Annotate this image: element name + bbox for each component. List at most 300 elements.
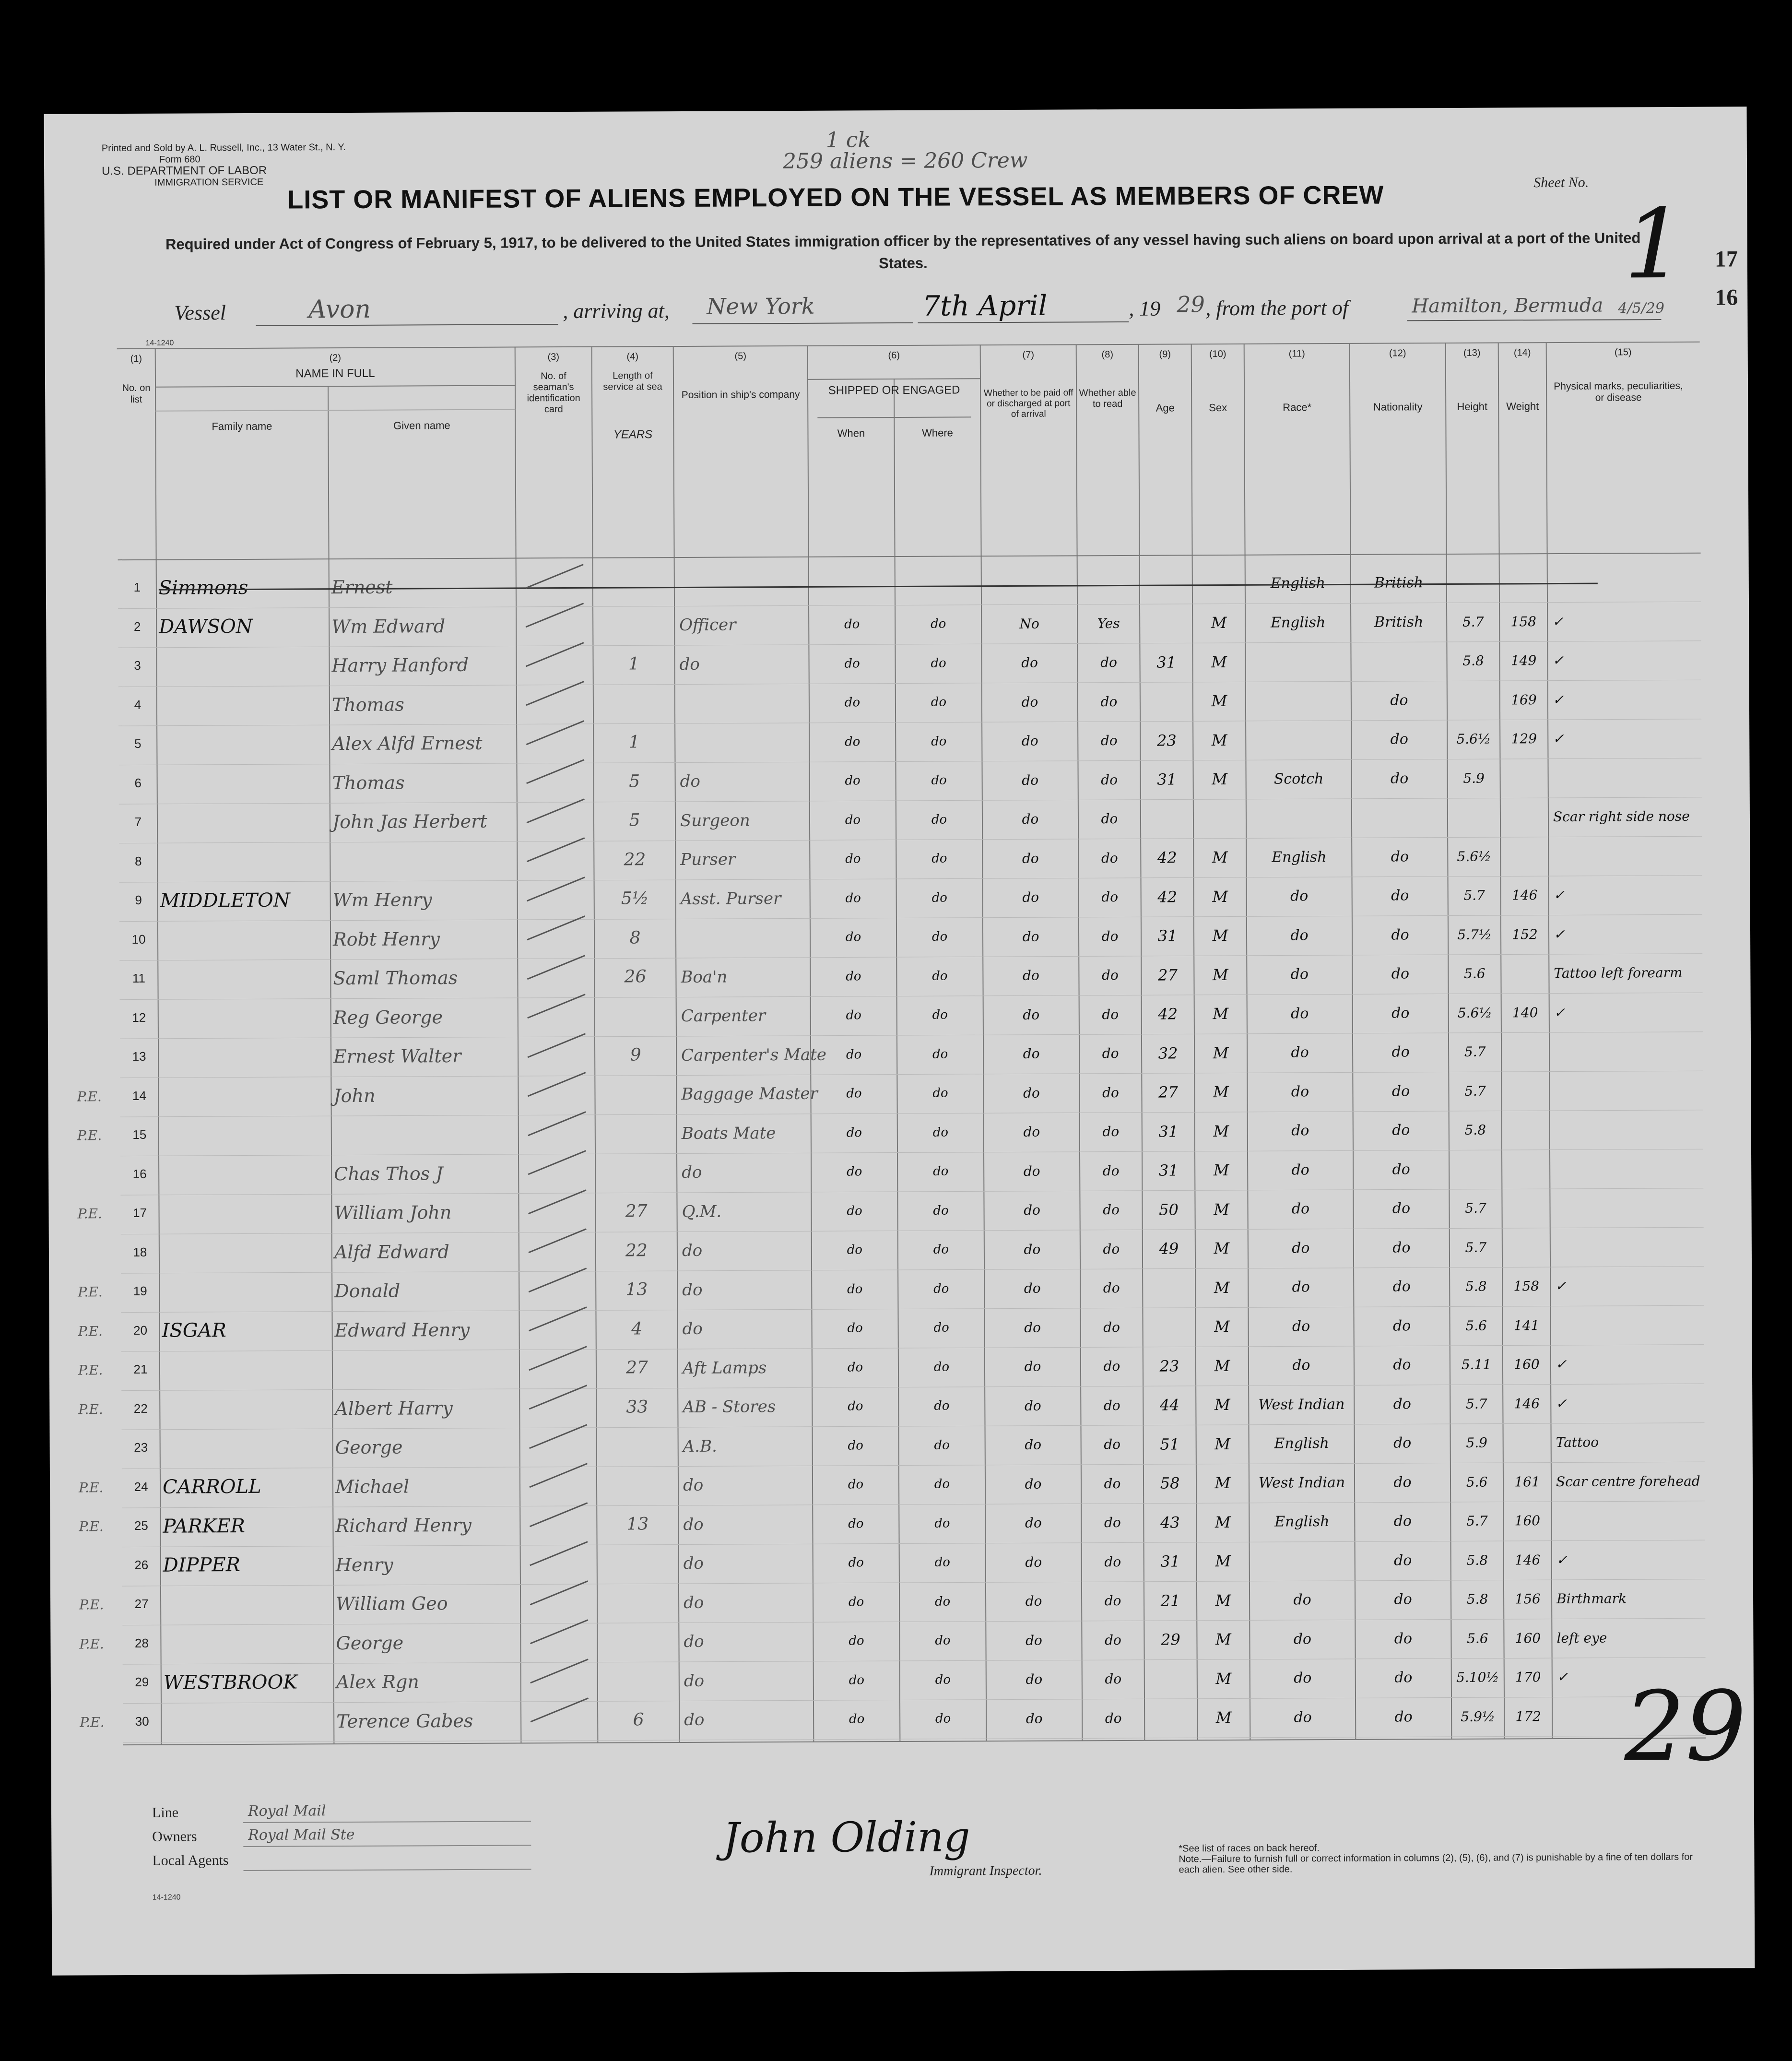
position-cell: Q.M. [682,1202,722,1221]
when-cell: do [845,734,861,749]
weight-cell: 158 [1513,1278,1540,1294]
where-cell: do [933,1203,949,1218]
sex-cell: M [1214,1278,1230,1297]
nationality-cell: do [1391,1004,1410,1022]
height-cell: 5.7 [1464,1083,1486,1099]
family-name-cell: DAWSON [159,616,253,638]
count-note-line-2: 259 aliens = 260 Crew [782,148,1028,174]
id-card-check-mark [526,642,584,667]
race-cell: English [1270,614,1326,631]
id-card-check-mark [530,1502,588,1527]
where-cell: do [932,1007,948,1022]
when-cell: do [845,773,861,788]
when-cell: do [848,1477,864,1492]
id-card-check-mark [525,564,583,589]
position-cell: do [682,1280,703,1300]
header-marks: Physical marks, peculiarities, or disease [1554,380,1683,403]
race-cell: do [1291,1044,1309,1061]
given-name-cell: Robt Henry [332,928,440,950]
paid-off-cell: do [1026,1710,1043,1727]
given-name-cell: John Jas Herbert [332,810,487,833]
weight-cell: 158 [1510,613,1536,630]
marks-cell: ✓ [1556,1552,1568,1568]
read-cell: do [1102,1124,1120,1140]
paid-off-cell: do [1025,1632,1042,1648]
age-cell: 32 [1158,1044,1178,1063]
when-cell: do [848,1594,864,1609]
table-row [49,1266,1752,1313]
col-num: (12) [1389,348,1406,359]
id-card-check-mark [531,1698,589,1723]
read-cell: do [1102,1045,1119,1062]
col-num: (14) [1513,347,1531,358]
race-cell: do [1292,1239,1310,1256]
footnote-races: *See list of races on back hereof. [1179,1843,1320,1854]
nationality-cell: do [1391,926,1409,944]
weight-cell: 141 [1513,1317,1540,1334]
paid-off-cell: do [1023,1045,1040,1062]
footer [123,1796,1707,1946]
where-cell: do [931,656,946,671]
race-cell: do [1291,1122,1309,1139]
header-name-in-full: NAME IN FULL [295,367,375,380]
position-cell: do [684,1671,705,1691]
vessel-label: Vessel [174,301,226,325]
read-cell: Yes [1097,615,1120,631]
where-cell: do [933,1242,949,1257]
where-cell: do [932,969,948,983]
id-card-check-mark [529,1424,587,1449]
age-cell: 27 [1158,1083,1178,1102]
service-name: IMMIGRATION SERVICE [154,177,264,188]
given-name-cell: Wm Edward [331,615,446,637]
position-cell: Boa'n [681,967,728,987]
sex-cell: M [1214,1434,1231,1453]
where-cell: do [931,929,948,944]
sex-cell: M [1211,731,1227,749]
row-number: 5 [134,736,141,751]
where-cell: do [935,1633,951,1648]
header-id-card: No. of seaman's identification card [527,371,580,415]
height-cell: 5.8 [1462,652,1484,669]
nationality-cell: do [1391,1043,1410,1061]
race-cell: do [1293,1591,1311,1609]
sex-cell: M [1213,1043,1229,1062]
paid-off-cell: do [1025,1593,1042,1610]
where-cell: do [932,1086,948,1101]
col-num: (11) [1288,348,1305,359]
table-row [47,914,1750,961]
sheet-number-value: 1 [1624,188,1686,301]
nationality-cell: do [1394,1552,1412,1569]
race-cell: do [1291,1200,1310,1218]
where-cell: do [932,1047,948,1062]
nationality-cell: do [1392,1278,1411,1295]
table-row [50,1462,1753,1508]
table-row [51,1696,1754,1743]
where-cell: do [930,616,946,631]
marks-cell: ✓ [1556,1395,1567,1411]
table-row [48,1031,1751,1078]
table-row [47,680,1749,726]
age-cell: 31 [1157,770,1177,789]
family-name-cell: MIDDLETON [160,889,290,912]
position-cell: Carpenter [681,1006,766,1026]
family-name-cell: CARROLL [162,1476,261,1498]
read-cell: do [1103,1397,1120,1413]
age-cell: 42 [1157,888,1178,906]
nationality-cell: do [1393,1473,1412,1491]
position-cell: do [679,654,700,674]
nationality-cell: do [1393,1395,1412,1413]
departure-port: Hamilton, Bermuda [1412,294,1603,318]
weight-cell: 129 [1511,731,1537,747]
id-card-check-mark [530,1541,588,1566]
service-cell: 9 [630,1045,641,1065]
id-card-check-mark [526,720,584,745]
service-cell: 5 [629,810,640,830]
race-cell: West Indian [1258,1396,1345,1413]
manifest-page [44,107,1755,1975]
id-card-check-mark [528,1033,586,1058]
marks-cell: ✓ [1553,887,1565,903]
given-name-cell: Ernest [331,576,393,598]
read-cell: do [1101,889,1119,905]
printer-line: Printed and Sold by A. L. Russell, Inc., 13 Water St., N. Y. [101,142,346,154]
table-row [50,1618,1753,1665]
nationality-cell: do [1391,887,1409,904]
where-cell: do [931,812,947,827]
weight-cell: 160 [1514,1356,1540,1373]
read-cell: do [1101,928,1119,944]
row-number: 2 [133,619,141,634]
id-card-check-mark [529,1346,587,1371]
paid-off-cell: do [1023,1163,1040,1179]
row-number: 15 [132,1127,147,1142]
race-cell: do [1294,1670,1312,1687]
where-cell: do [933,1360,950,1374]
nationality-cell: do [1391,848,1409,865]
id-card-check-mark [530,1580,588,1605]
header-weight: Weight [1506,400,1539,413]
given-name-cell: Thomas [331,693,404,715]
read-cell: do [1100,693,1118,710]
row-number: 3 [134,658,141,673]
when-cell: do [848,1555,864,1570]
position-cell: do [682,1241,703,1260]
arrival-year: 29 [1177,291,1205,318]
marks-cell: Scar centre forehead [1556,1473,1700,1490]
when-cell: do [848,1516,864,1531]
id-card-check-mark [528,1229,586,1254]
race-cell: English [1274,1513,1330,1530]
nationality-cell: do [1391,965,1410,983]
id-card-check-mark [529,1463,587,1488]
sex-cell: M [1211,614,1227,632]
marks-cell: ✓ [1556,1669,1568,1685]
read-cell: do [1103,1202,1120,1218]
sex-cell: M [1214,1356,1230,1375]
header-where: Where [922,426,953,439]
row-number: 12 [132,1010,146,1025]
table-row [48,1149,1751,1196]
age-cell: 44 [1159,1396,1179,1414]
nationality-cell: do [1392,1200,1411,1217]
table-row [50,1540,1753,1587]
position-cell: Surgeon [680,810,750,830]
weight-cell: 152 [1512,926,1538,943]
paid-off-cell: do [1026,1671,1043,1688]
nationality-cell: British [1374,574,1424,592]
age-cell: 58 [1160,1474,1180,1492]
when-cell: do [846,1164,862,1179]
given-name-cell: Michael [335,1475,410,1497]
table-row [48,1110,1751,1156]
weight-cell: 146 [1511,887,1538,903]
nationality-cell: do [1390,691,1408,709]
table-row [48,993,1751,1039]
margin-note: P.E. [80,1714,105,1730]
table-row [47,953,1750,1000]
race-cell: do [1292,1357,1310,1374]
paid-off-cell: do [1021,733,1038,749]
table-row [49,1227,1752,1274]
row-number: 1 [133,580,141,594]
where-cell: do [933,1320,949,1335]
paid-off-cell: do [1022,772,1039,788]
family-name-cell: PARKER [163,1515,245,1538]
position-cell: Aft Lamps [682,1358,767,1378]
id-card-check-mark [530,1620,588,1645]
race-cell: do [1294,1708,1312,1726]
margin-note: P.E. [78,1401,103,1417]
weight-cell: 149 [1510,652,1537,669]
height-cell: 5.9 [1463,770,1485,786]
inspector-title: Immigrant Inspector. [929,1863,1042,1879]
weight-cell: 146 [1514,1395,1540,1412]
read-cell: do [1105,1710,1122,1726]
read-cell: do [1101,850,1118,866]
service-cell: 1 [628,654,640,674]
paid-off-cell: do [1022,811,1039,828]
height-cell: 5.7 [1463,887,1485,904]
service-cell: 5½ [621,888,649,909]
owners-label: Owners [152,1828,197,1845]
id-card-check-mark [527,916,585,941]
family-name-cell: Simmons [158,576,248,599]
height-cell: 5.6 [1466,1474,1488,1490]
sex-cell: M [1212,770,1228,789]
nationality-cell: do [1394,1630,1413,1647]
sex-cell: M [1211,652,1227,671]
when-cell: do [847,1281,863,1296]
race-cell: English [1274,1435,1329,1452]
col-num: (15) [1614,347,1632,358]
sex-cell: M [1215,1552,1231,1571]
marks-cell: ✓ [1552,652,1564,669]
position-cell: Baggage Master [681,1084,818,1104]
paid-off-cell: do [1024,1319,1041,1336]
when-cell: do [845,812,861,827]
age-cell: 31 [1160,1552,1180,1571]
header-height: Height [1457,400,1488,413]
height-cell: 5.6 [1464,965,1485,982]
read-cell: do [1100,654,1118,671]
header-service: Length of service at sea [603,370,662,392]
line-underline [243,1821,531,1823]
service-cell: 5 [629,771,640,792]
marks-cell: ✓ [1555,1278,1567,1294]
where-cell: do [934,1555,950,1570]
id-card-check-mark [526,759,584,784]
row-number: 10 [131,932,146,947]
nationality-cell: do [1390,731,1408,748]
id-card-check-mark [529,1385,587,1410]
position-cell: do [684,1632,704,1651]
where-cell: do [934,1438,950,1453]
given-name-cell: William John [334,1202,452,1224]
weight-cell: 161 [1514,1473,1540,1490]
when-cell: do [847,1360,863,1374]
race-cell: West Indian [1258,1474,1345,1492]
margin-note: P.E. [78,1323,103,1339]
table-row [51,1657,1754,1704]
where-cell: do [934,1516,950,1531]
from-port-label: , from the port of [1205,296,1349,320]
service-cell: 1 [628,732,640,752]
row-number: 14 [132,1088,146,1103]
id-card-check-mark [528,1111,586,1136]
sex-cell: M [1214,1513,1231,1531]
position-cell: do [684,1710,705,1729]
read-cell: do [1104,1632,1121,1648]
height-cell: 5.9 [1466,1434,1488,1451]
header-nationality: Nationality [1373,401,1423,413]
owners-value: Royal Mail Ste [248,1826,355,1844]
total-count: 29 [1624,1670,1747,1783]
paid-off-cell: do [1024,1358,1041,1375]
sex-cell: M [1212,848,1228,867]
when-cell: do [848,1399,863,1414]
where-cell: do [934,1594,951,1609]
row-number: 25 [134,1518,148,1533]
given-name-cell: Reg George [333,1006,443,1028]
header-no-on-list: No. on list [122,382,151,405]
service-cell: 26 [624,967,647,987]
age-cell: 31 [1158,1161,1179,1180]
extra-date: 4/5/29 [1618,300,1664,317]
paid-off-cell: do [1023,1124,1040,1140]
sex-cell: M [1211,692,1227,711]
when-cell: do [844,617,860,632]
marks-cell: Scar right side nose [1553,808,1690,825]
col-num: (5) [734,351,747,362]
height-cell: 5.11 [1461,1356,1492,1373]
header-family-name: Family name [212,420,272,433]
sex-cell: M [1213,1122,1229,1140]
count-note-line-1: 1 ck [825,128,871,153]
age-cell: 31 [1157,926,1178,945]
margin-number-17: 17 [1714,246,1738,272]
given-name-cell: William Geo [336,1593,448,1615]
position-cell: do [683,1475,704,1495]
given-name-cell: Albert Harry [335,1397,453,1419]
race-cell: do [1291,1005,1309,1022]
age-cell: 21 [1160,1591,1180,1610]
table-row [47,758,1749,805]
row-number: 8 [135,853,142,868]
given-name-cell: Alex Rgn [336,1671,419,1693]
read-cell: do [1104,1553,1121,1570]
row-number: 7 [134,814,142,829]
header-years: YEARS [613,428,653,441]
paid-off-cell: do [1022,889,1039,906]
col-num: (1) [130,353,142,364]
row-number: 17 [133,1205,147,1220]
sex-cell: M [1215,1708,1232,1727]
paid-off-cell: do [1021,654,1038,671]
paid-off-cell: do [1025,1515,1042,1531]
sex-cell: M [1213,1005,1229,1023]
given-name-cell: Ernest Walter [333,1045,461,1067]
row-number: 22 [133,1401,148,1416]
family-name-cell: WESTBROOK [163,1671,298,1694]
read-cell: do [1101,967,1119,983]
when-cell: do [846,1047,862,1062]
service-cell: 27 [625,1201,648,1221]
nationality-cell: do [1392,1122,1410,1139]
given-name-cell: Harry Hanford [331,654,469,676]
family-name-cell: ISGAR [162,1319,226,1342]
height-cell: 5.8 [1464,1122,1486,1138]
margin-note: P.E. [77,1088,102,1104]
marks-cell: Birthmark [1556,1590,1627,1607]
marks-cell: ✓ [1552,691,1564,708]
race-cell: do [1290,926,1309,944]
read-cell: do [1104,1515,1121,1531]
paid-off-cell: do [1025,1476,1042,1492]
row-number: 28 [134,1635,149,1650]
id-card-check-mark [529,1267,587,1292]
col-num: (4) [626,351,639,362]
table-row [49,1384,1752,1430]
table-row [48,1188,1751,1234]
where-cell: do [931,773,947,788]
nationality-cell: do [1394,1708,1413,1726]
row-number: 30 [135,1714,149,1729]
paid-off-cell: do [1025,1436,1042,1453]
row-number: 13 [132,1049,146,1064]
col-num: (2) [329,353,342,364]
paid-off-cell: do [1024,1398,1041,1414]
when-cell: do [849,1634,864,1648]
marks-cell: left eye [1556,1630,1607,1646]
marks-cell: ✓ [1554,1004,1566,1020]
row-number: 29 [135,1674,149,1689]
when-cell: do [849,1712,865,1727]
height-cell: 5.7 [1465,1239,1487,1256]
row-number: 27 [134,1596,149,1611]
id-card-check-mark [526,681,584,706]
sex-cell: M [1212,926,1228,945]
sex-cell: M [1215,1591,1231,1610]
table-row [46,640,1749,687]
service-cell: 6 [633,1710,644,1730]
table-row [50,1501,1753,1547]
id-card-check-mark [526,603,584,628]
read-cell: do [1101,811,1118,827]
nationality-cell: do [1392,1317,1411,1335]
